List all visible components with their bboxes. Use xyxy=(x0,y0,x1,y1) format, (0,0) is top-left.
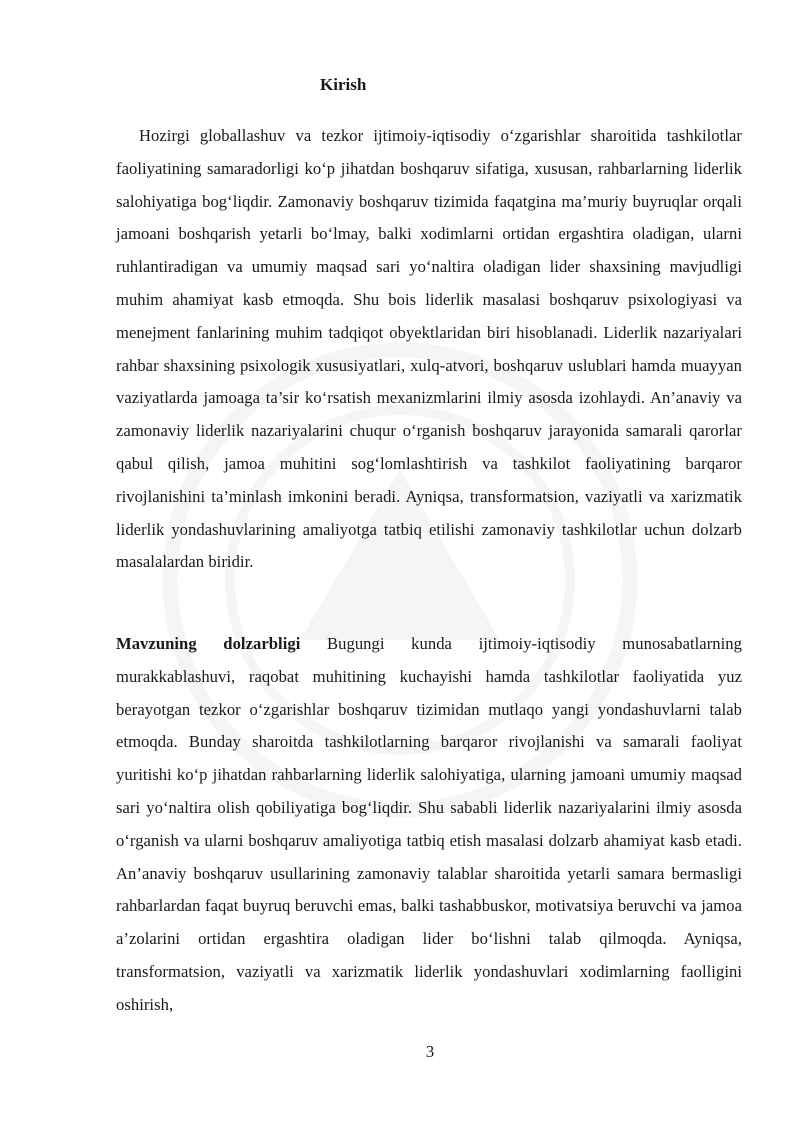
relevance-text: Bugungi kunda ijtimoiy-iqtisodiy munosabatlarning murakkablashuvi, raqobat muhitining kuchayishi hamda tashkilotlar faoliyatida yuz berayotgan tezkor o‘zgarishlar boshqaruv tizimidan mutlaqo yangi yondashuvlarni talab etmoqda. Bunday sharoitda tashkilotlarning barqaror rivojlanishi va samarali faoliyat yuritishi ko‘p jihatdan rahbarlarning liderlik salohiyatiga, ularning jamoani umumiy maqsad sari yo‘naltira olish qobiliyatiga bog‘liqdir. Shu sababli liderlik nazariyalarini ilmiy asosda o‘rganish va ularni boshqaruv amaliyotiga tatbiq etish masalasi dolzarb ahamiyat kasb etadi. An’anaviy boshqaruv usullarining zamonaviy talablar sharoitida yetarli samara bermasligi rahbarlardan faqat buyruq beruvchi emas, balki tashabbuskor, motivatsiya beruvchi va jamoa a’zolarini ortidan ergashtira oladigan lider bo‘lishni talab qilmoqda. Ayniqsa, transformatsion, vaziyatli va xarizmatik liderlik yondashuvlari xodimlarning faolligini oshirish, xyxy=(116,634,742,1014)
relevance-heading: Mavzuning dolzarbligi xyxy=(116,634,301,653)
intro-paragraph: Hozirgi globallashuv va tezkor ijtimoiy-iqtisodiy o‘zgarishlar sharoitida tashkilotlar faoliyatining samaradorligi ko‘p jihatdan boshqaruv sifatiga, xususan, rahbarlarning liderlik salohiyatiga bog‘liqdir. Zamonaviy boshqaruv tizimida faqatgina ma’muriy buyruqlar orqali jamoani boshqarish yetarli bo‘lmay, balki xodimlarni ortidan ergashtira oladigan, ularni ruhlantiradigan va umumiy maqsad sari yo‘naltira oladigan lider shaxsining mavjudligi muhim ahamiyat kasb etmoqda. Shu bois liderlik masalasi boshqaruv psixologiyasi va menejment fanlarining muhim tadqiqot obyektlaridan biri hisoblanadi. Liderlik nazariyalari rahbar shaxsining psixologik xususiyatlari, xulq-atvori, boshqaruv uslublari hamda muayyan vaziyatlarda jamoaga ta’sir ko‘rsatish mexanizmlarini ilmiy asosda izohlaydi. An’anaviy va zamonaviy liderlik nazariyalarini chuqur o‘rganish boshqaruv jarayonida samarali qarorlar qabul qilish, jamoa muhitini sog‘lomlashtirish va tashkilot faoliyatining barqaror rivojlanishini ta’minlash imkonini beradi. Ayniqsa, transformatsion, vaziyatli va xarizmatik liderlik yondashuvlarining amaliyotga tatbiq etilishi zamonaviy tashkilotlar uchun dolzarb masalalardan biridir. xyxy=(116,126,742,572)
relevance-paragraph xyxy=(116,628,742,1022)
page-title: Kirish xyxy=(320,75,367,94)
page-number: 3 xyxy=(425,1042,435,1061)
